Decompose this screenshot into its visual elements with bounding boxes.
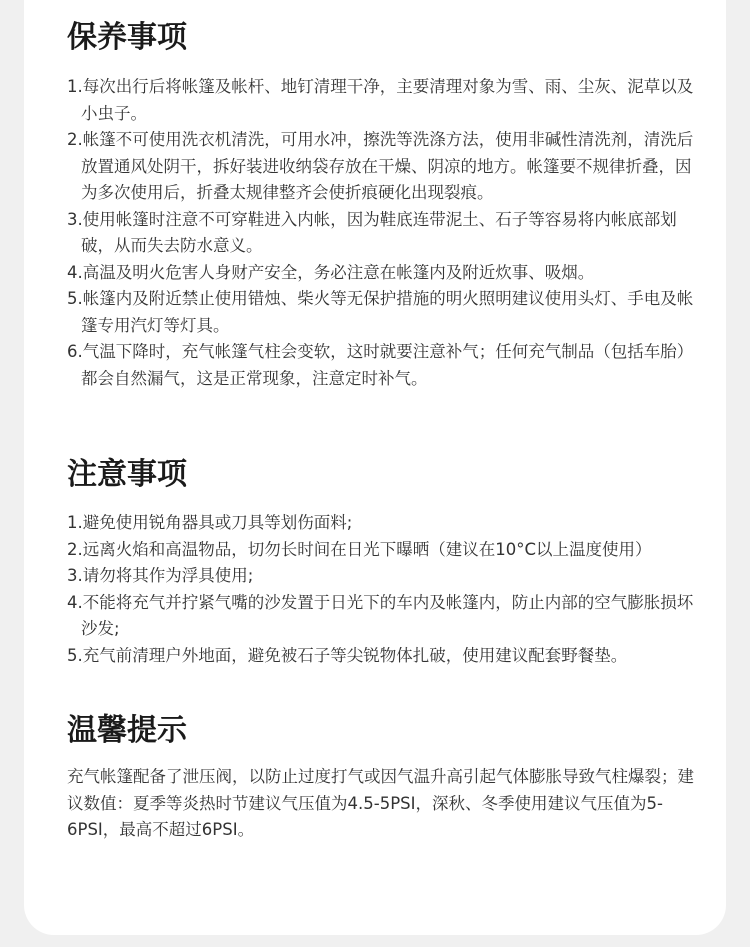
tips-paragraph: 充气帐篷配备了泄压阀，以防止过度打气或因气温升高引起气体膨胀导致气柱爆裂；建议数值：夏季等炎热时节建议气压值为4.5-5PSI，深秋、冬季使用建议气压值为5-6PSI，最高不超过6PSI。	[67, 767, 694, 839]
list-item: 2.远离火焰和高温物品，切勿长时间在日光下曝晒（建议在10°C以上温度使用）	[67, 539, 652, 559]
list-item: 4.不能将充气并拧紧气嘴的沙发置于日光下的车内及帐篷内，防止内部的空气膨胀损坏沙发;	[67, 592, 694, 638]
list-item: 5.帐篷内及附近禁止使用错烛、柴火等无保护措施的明火照明建议使用头灯、手电及帐篷专用汽灯等灯具。	[67, 289, 694, 335]
list-item: 2.帐篷不可使用洗衣机清洗，可用水冲，擦洗等洗涤方法，使用非碱性清洗剂，清洗后放置通风处阴干，拆好装进收纳袋存放在干燥、阴凉的地方。帐篷要不规律折叠，因为多次使用后，折叠太规律整齐会使折痕硬化出现裂痕。	[67, 130, 694, 202]
list-item: 1.避免使用锐角器具或刀具等划伤面料;	[67, 513, 353, 532]
section-title-maintenance: 保养事项	[67, 20, 187, 55]
section-title-tips: 温馨提示	[67, 713, 187, 748]
list-item: 3.使用帐篷时注意不可穿鞋进入内帐，因为鞋底连带泥土、石子等容易将内帐底部划破，从而失去防水意义。	[67, 209, 677, 255]
list-item: 3.请勿将其作为浮具使用;	[67, 566, 254, 585]
list-item: 4.高温及明火危害人身财产安全，务必注意在帐篷内及附近炊事、吸烟。	[67, 262, 595, 282]
precautions-list	[67, 510, 707, 669]
maintenance-list	[67, 74, 707, 392]
list-item: 1.每次出行后将帐篷及帐杆、地钉清理干净，主要清理对象为雪、雨、尘灰、泥草以及小虫子。	[67, 77, 694, 123]
section-title-precautions: 注意事项	[67, 457, 187, 492]
list-item: 5.充气前清理户外地面，避免被石子等尖锐物体扎破，使用建议配套野餐垫。	[67, 645, 628, 665]
list-item: 6.气温下降时，充气帐篷气柱会变软，这时就要注意补气；任何充气制品（包括车胎）都会自然漏气，这是正常现象，注意定时补气。	[67, 342, 694, 388]
